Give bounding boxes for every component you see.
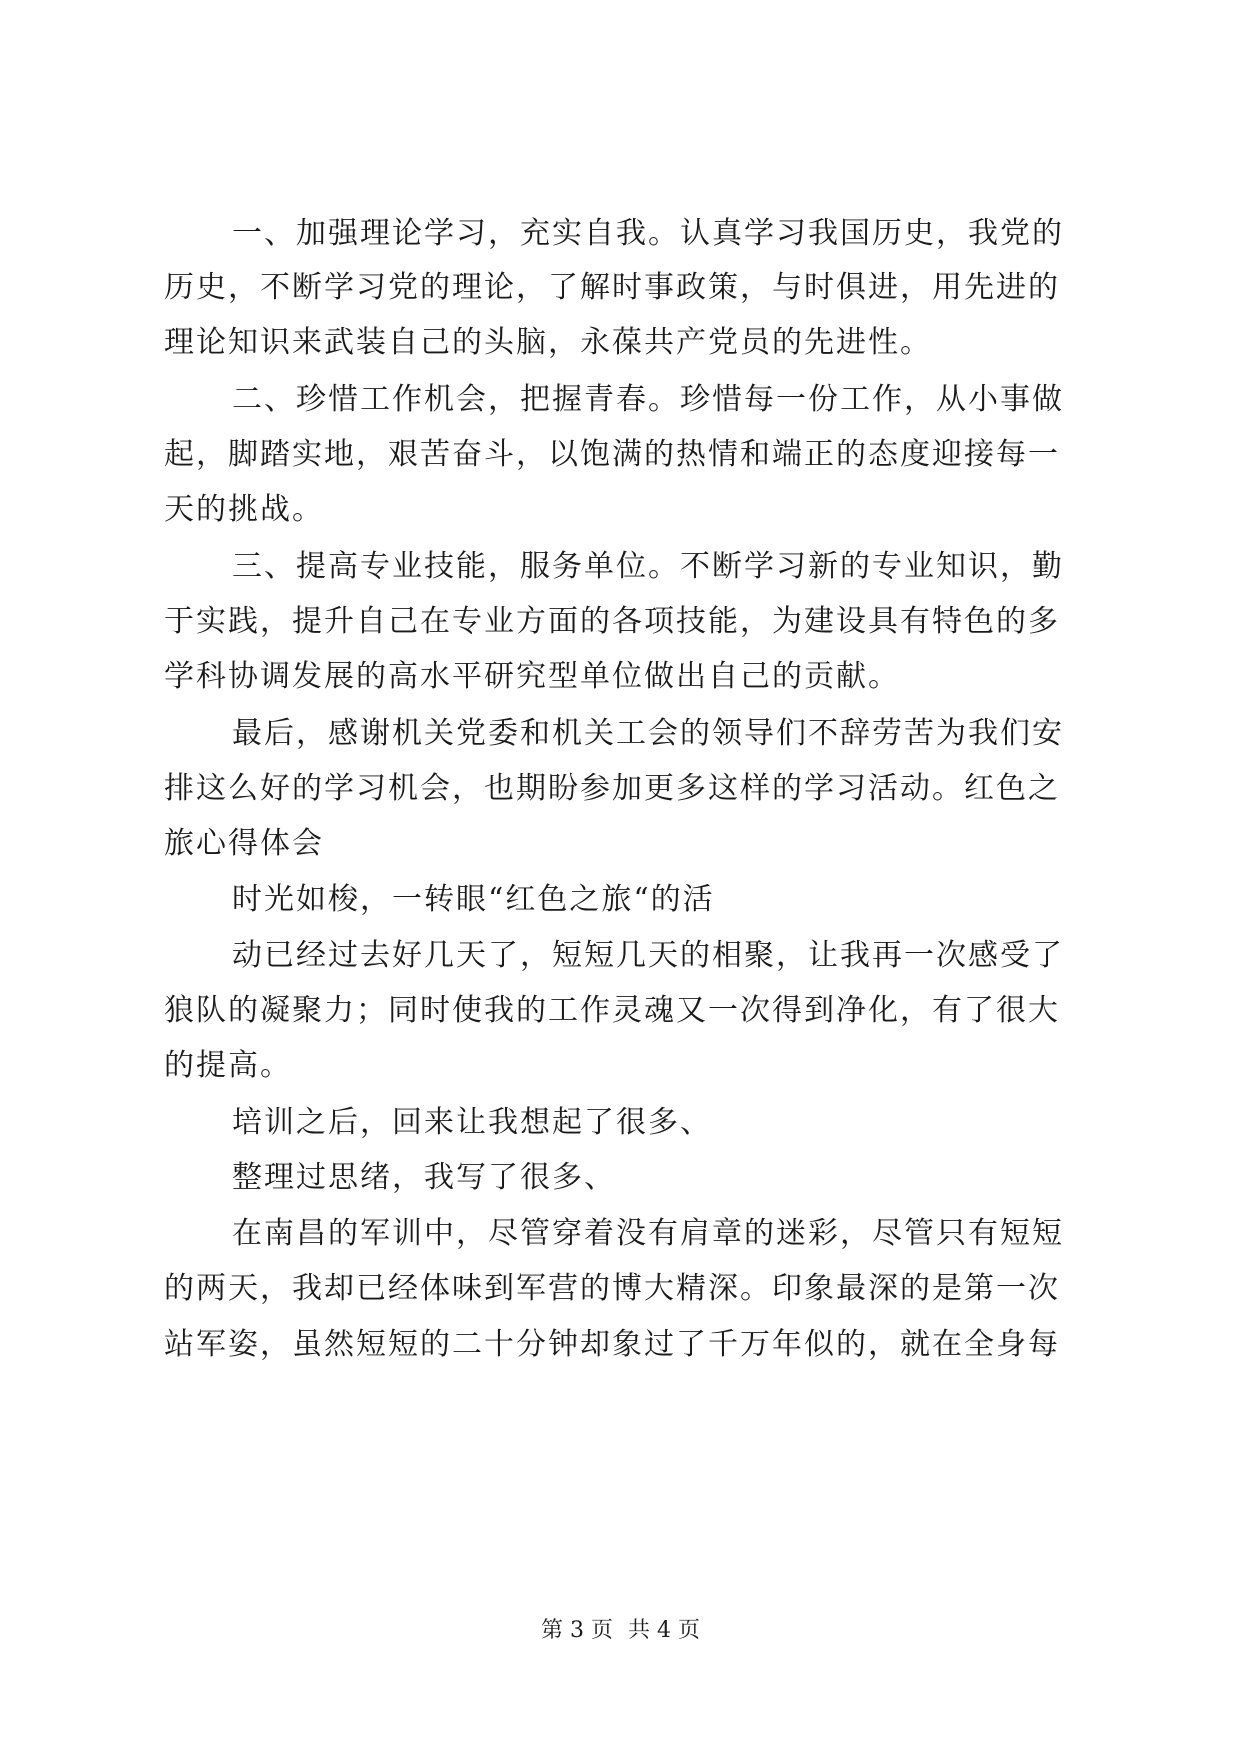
paragraph-line: 时光如梭，一转眼“红色之旅“的活 [232,882,715,917]
paragraph-line: 在南昌的军训中，尽管穿着没有肩章的迷彩，尽管只有短短 [232,1216,1064,1251]
paragraph-line: 于实践，提升自己在专业方面的各项技能，为建设具有特色的多 [164,604,1060,639]
paragraph-line: 最后，感谢机关党委和机关工会的领导们不辞劳苦为我们安 [232,716,1064,751]
paragraph-line: 排这么好的学习机会，也期盼参加更多这样的学习活动。红色之 [164,771,1060,806]
paragraph-line: 的两天，我却已经体味到军营的博大精深。印象最深的是第一次 [164,1271,1060,1306]
page-number: 第 3 页 [541,1618,613,1643]
paragraph-line: 二、珍惜工作机会，把握青春。珍惜每一份工作，从小事做 [232,382,1064,417]
paragraph-line: 整理过思绪，我写了很多、 [232,1160,616,1195]
paragraph-line: 狼队的凝聚力；同时使我的工作灵魂又一次得到净化，有了很大 [164,993,1060,1028]
paragraph-line: 理论知识来武装自己的头脑，永葆共产党员的先进性。 [164,325,932,360]
paragraph-line: 的提高。 [164,1048,292,1083]
paragraph-line: 站军姿，虽然短短的二十分钟却象过了千万年似的，就在全身每 [164,1327,1060,1362]
paragraph-line: 历史，不断学习党的理论，了解时事政策，与时俱进，用先进的 [164,270,1060,305]
page-total: 共 4 页 [628,1618,700,1643]
paragraph-line: 天的挑战。 [164,492,324,527]
paragraph-line: 培训之后，回来让我想起了很多、 [232,1105,712,1140]
page-footer [0,1616,1241,1646]
paragraph-line: 学科协调发展的高水平研究型单位做出自己的贡献。 [164,659,900,694]
paragraph-line: 旅心得体会 [164,826,324,861]
paragraph-line: 一、加强理论学习，充实自我。认真学习我国历史，我党的 [232,216,1064,251]
paragraph-line: 三、提高专业技能，服务单位。不断学习新的专业知识，勤 [232,549,1064,584]
paragraph-line: 起，脚踏实地，艰苦奋斗，以饱满的热情和端正的态度迎接每一 [164,437,1060,472]
paragraph-line: 动已经过去好几天了，短短几天的相聚，让我再一次感受了 [232,938,1064,973]
